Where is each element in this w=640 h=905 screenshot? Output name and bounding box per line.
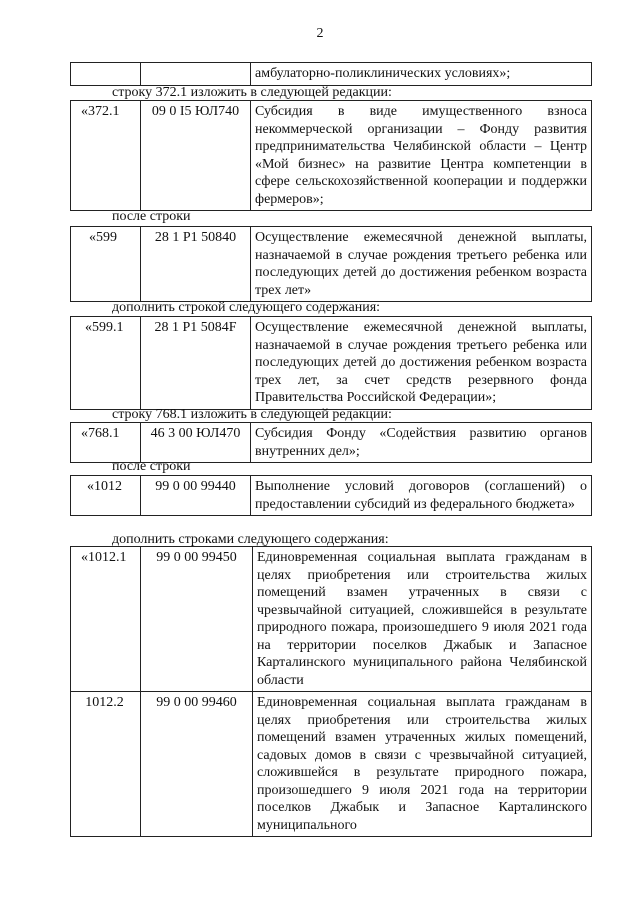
description-cell: Единовременная социальная выплата гражданам в целях приобретения или строительства жилых помещений взамен утраченных жилых помещений, садовых домов в связи с чрезвычайной ситуацией, сложившейся в результате природного пожара, произошедшего 9 июля 2021 года на территории поселков Джабык и Запасное Карталинского муниципального (257, 695, 587, 833)
table-row-1012-2 (71, 691, 591, 836)
row-number-cell: «768.1 (71, 423, 141, 462)
instruction-text: дополнить строками следующего содержания: (112, 532, 389, 547)
table-row-continuation (70, 62, 592, 86)
row-number-cell: «372.1 (71, 101, 141, 210)
instruction-text: после строки (112, 459, 191, 474)
row-number-cell (71, 63, 141, 85)
table-row-599 (70, 226, 592, 302)
description-cell: Осуществление ежемесячной денежной выплаты, назначаемой в случае рождения третьего ребенка или последующих детей до достижения ребенком возраста трех лет, за счет средств резервного фонда Правительства Российской Федерации»; (255, 320, 587, 405)
table-block-1012-x (70, 546, 592, 837)
description-cell: Единовременная социальная выплата гражданам в целях приобретения или строительства жилых помещений взамен утраченных в связи с чрезвычайной ситуацией, сложившейся в результате природного пожара, произошедшего 9 июля 2021 года на территории поселков Джабык и Запасное Карталинского муниципального района Челябинской области (257, 550, 587, 688)
code-cell: 46 3 00 ЮЛ470 (141, 423, 251, 462)
page-number: 2 (316, 26, 324, 41)
row-number-cell: 1012.2 (71, 692, 141, 836)
instruction-text: строку 768.1 изложить в следующей редакции: (112, 407, 392, 422)
row-number-cell: «1012 (71, 476, 141, 515)
table-row-372-1 (70, 100, 592, 211)
table-row-599-1 (70, 316, 592, 410)
row-number-cell: «599 (71, 227, 141, 301)
row-number-cell: «1012.1 (71, 547, 141, 691)
code-cell: 99 0 00 99450 (141, 547, 253, 691)
code-cell (141, 63, 251, 85)
instruction-text: дополнить строкой следующего содержания: (112, 300, 381, 315)
description-cell: амбулаторно-поликлинических условиях»; (255, 66, 511, 81)
instruction-text: строку 372.1 изложить в следующей редакции: (112, 85, 392, 100)
instruction-text: после строки (112, 209, 191, 224)
description-cell: Осуществление ежемесячной денежной выплаты, назначаемой в случае рождения третьего ребенка или последующих детей до достижения ребенком возраста трех лет» (255, 230, 587, 298)
code-cell: 09 0 I5 ЮЛ740 (141, 101, 251, 210)
description-cell: Выполнение условий договоров (соглашений) о предоставлении субсидий из федерального бюджета» (255, 479, 587, 512)
table-row-1012-1 (71, 547, 591, 691)
table-row-1012 (70, 475, 592, 516)
code-cell: 28 1 P1 5084F (141, 317, 251, 409)
code-cell: 99 0 00 99460 (141, 692, 253, 836)
row-number-cell: «599.1 (71, 317, 141, 409)
table-row-768-1 (70, 422, 592, 463)
description-cell: Субсидия Фонду «Содействия развитию органов внутренних дел»; (255, 426, 587, 459)
description-cell: Субсидия в виде имущественного взноса некоммерческой организации – Фонду развития предпринимательства Челябинской области – Центр «Мой бизнес» на развитие Центра компетенции в сфере сельскохозяйственной кооперации и поддержки фермеров»; (255, 104, 587, 207)
code-cell: 28 1 P1 50840 (141, 227, 251, 301)
code-cell: 99 0 00 99440 (141, 476, 251, 515)
